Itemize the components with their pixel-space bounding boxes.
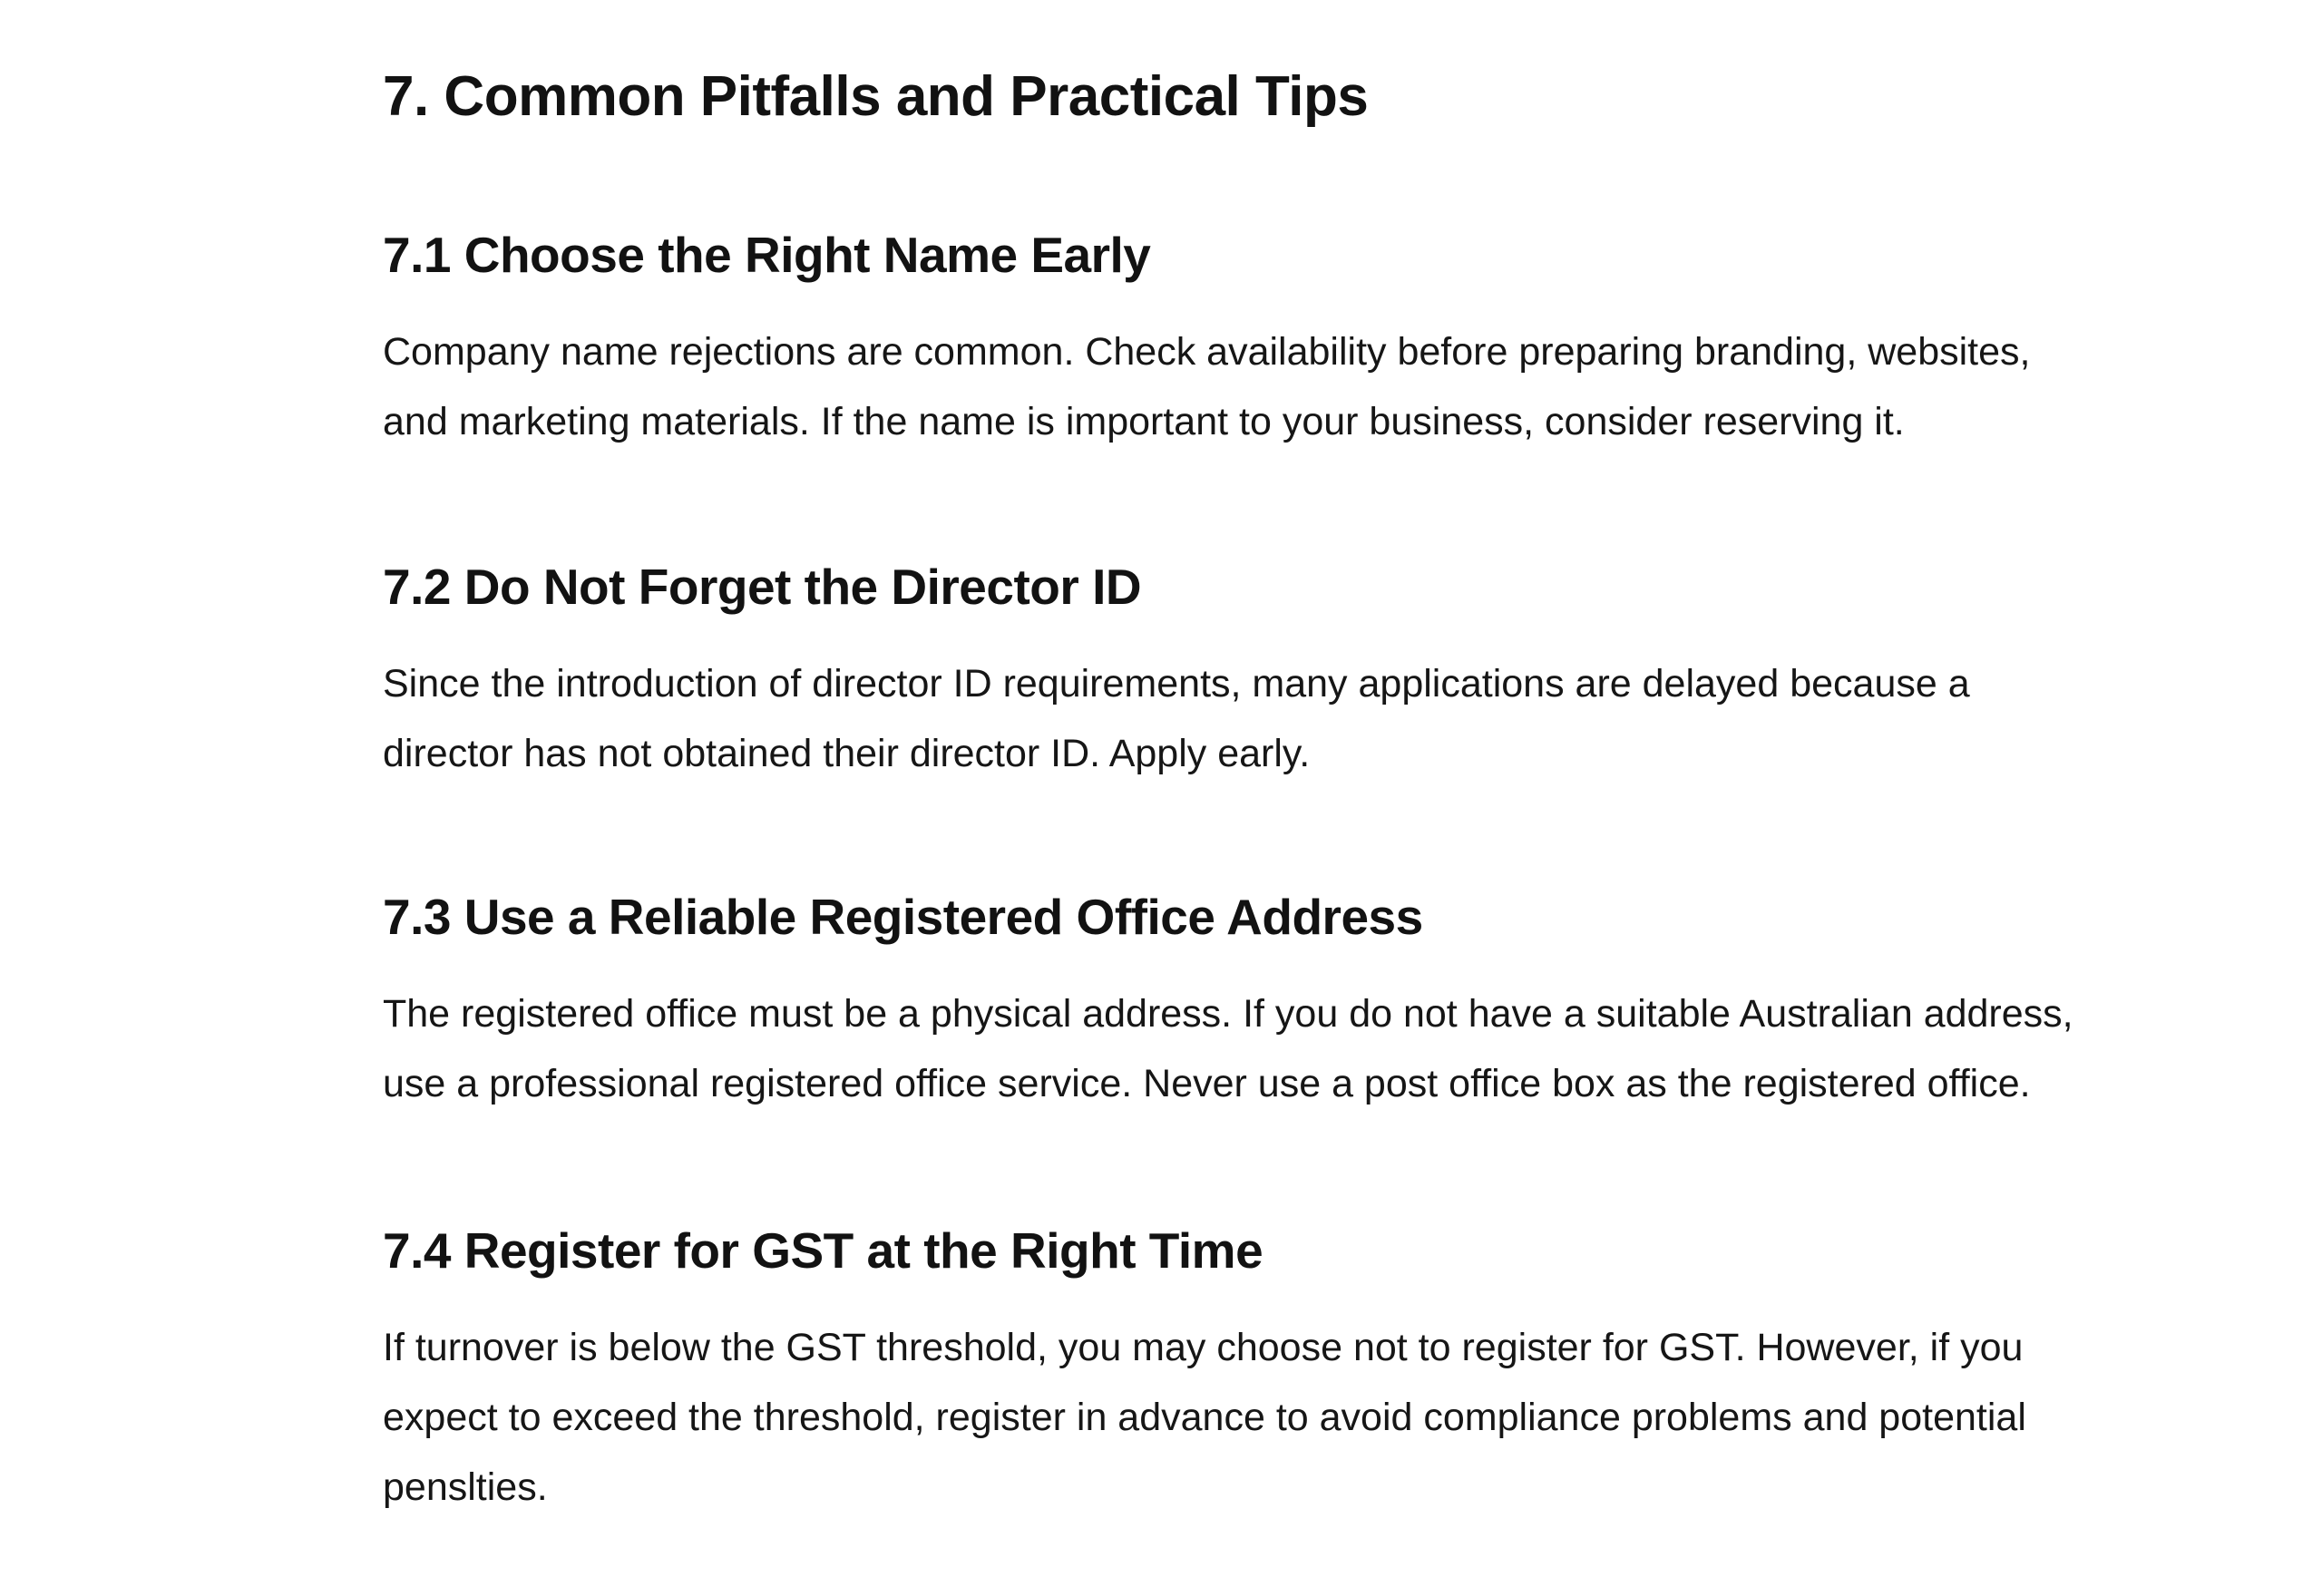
section-paragraph xyxy=(383,649,2233,789)
section-name-early xyxy=(383,221,2233,457)
paragraph-line: use a professional registered office service. Never use a post office box as the registered office. xyxy=(383,1062,2031,1105)
section-heading: 7.4 Register for GST at the Right Time xyxy=(383,1222,1263,1279)
page-title: 7. Common Pitfalls and Practical Tips xyxy=(383,65,1369,128)
section-paragraph xyxy=(383,317,2233,457)
section-registered-office xyxy=(383,883,2233,1119)
paragraph-line: Company name rejections are common. Check availability before preparing branding, websites, xyxy=(383,330,2031,374)
section-director-id xyxy=(383,553,2233,789)
paragraph-line: director has not obtained their director ID. Apply early. xyxy=(383,732,1311,775)
paragraph-line: expect to exceed the threshold, register in advance to avoid compliance problems and potential xyxy=(383,1396,2026,1439)
section-paragraph xyxy=(383,1313,2233,1523)
paragraph-line: and marketing materials. If the name is important to your business, consider reserving it. xyxy=(383,400,1905,443)
section-paragraph xyxy=(383,979,2233,1119)
paragraph-line: Since the introduction of director ID requirements, many applications are delayed because a xyxy=(383,662,1970,706)
section-heading: 7.2 Do Not Forget the Director ID xyxy=(383,559,1142,615)
document-page xyxy=(383,0,2233,1596)
paragraph-line: The registered office must be a physical address. If you do not have a suitable Australian address, xyxy=(383,992,2073,1036)
section-gst-timing xyxy=(383,1217,2233,1523)
section-heading: 7.1 Choose the Right Name Early xyxy=(383,227,1151,283)
paragraph-line: If turnover is below the GST threshold, you may choose not to register for GST. However, if you xyxy=(383,1326,2024,1369)
section-heading: 7.3 Use a Reliable Registered Office Address xyxy=(383,889,1423,945)
paragraph-line: penslties. xyxy=(383,1465,548,1509)
